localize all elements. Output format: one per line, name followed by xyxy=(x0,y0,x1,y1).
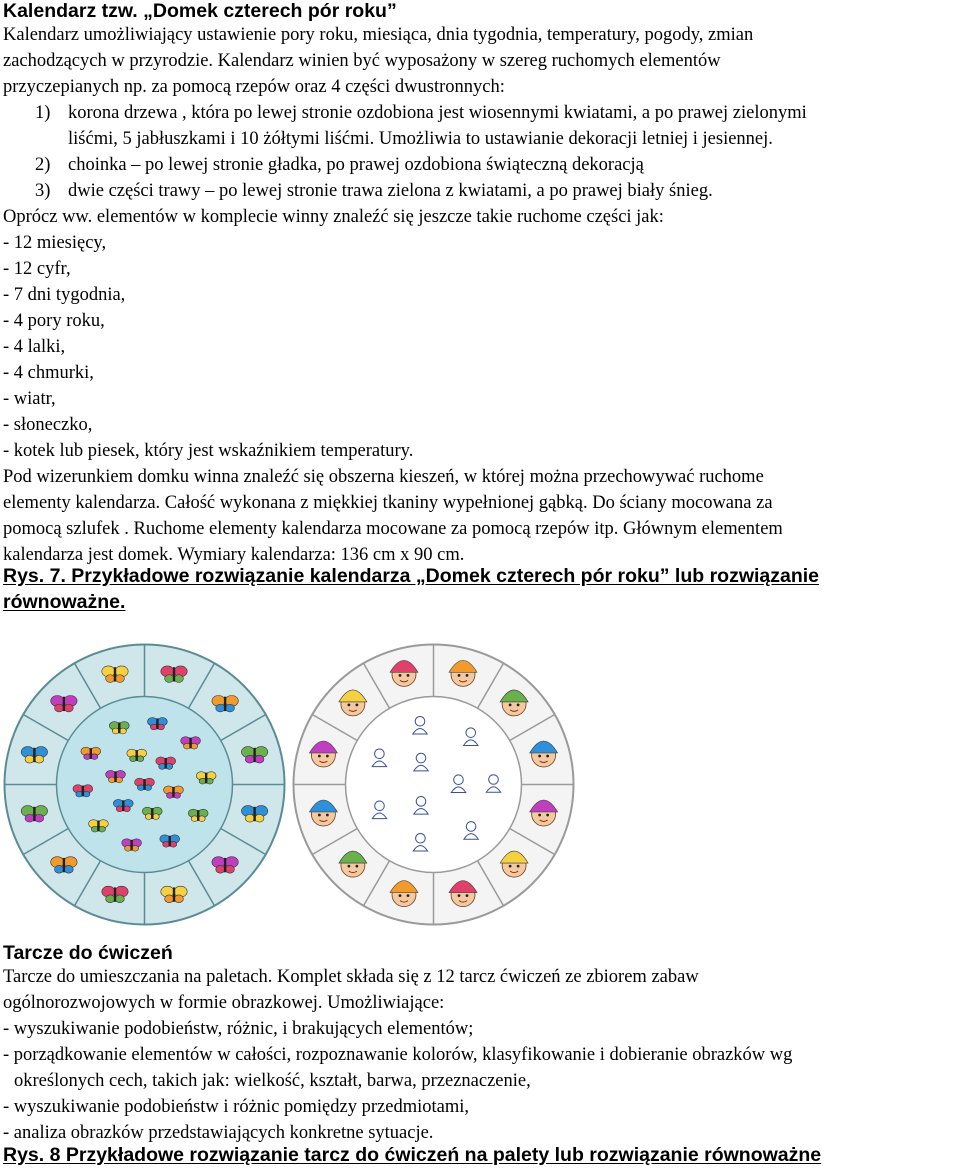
eye xyxy=(538,755,541,758)
butterfly-icon xyxy=(181,737,201,749)
butterfly-icon xyxy=(212,857,238,873)
butterfly-icon xyxy=(21,747,47,763)
eye xyxy=(458,894,461,897)
disks-line-6: - wyszukiwanie podobieństw i różnic pomiędzy przedmiotami, xyxy=(3,1097,469,1117)
body xyxy=(33,807,35,821)
body xyxy=(253,807,255,821)
wing xyxy=(145,785,152,791)
eye xyxy=(355,865,358,868)
wing xyxy=(123,806,130,812)
butterfly-icon xyxy=(122,839,142,851)
wing xyxy=(150,724,157,730)
body xyxy=(172,787,174,798)
extras-intro: Oprócz ww. elementów w komplecie winny znaleźć się jeszcze takie ruchome części jak: xyxy=(3,207,664,227)
wing xyxy=(199,778,206,784)
butterfly-icon xyxy=(161,886,187,902)
eye xyxy=(347,703,350,706)
wing xyxy=(206,778,213,784)
wing xyxy=(55,865,64,873)
body xyxy=(33,748,35,762)
wing xyxy=(145,814,152,820)
wing xyxy=(119,728,126,734)
wing xyxy=(99,826,106,832)
wing xyxy=(163,841,170,847)
butterfly-icon xyxy=(89,820,109,832)
butterfly-icon xyxy=(188,809,208,821)
body xyxy=(224,858,226,872)
body xyxy=(197,810,199,821)
butterfly-disk-image xyxy=(2,642,287,927)
extras-item: - kotek lub piesek, który jest wskaźnikiem temperatury. xyxy=(3,441,414,461)
disks-line-2: ogólnorozwojowych w formie obrazkowej. Umożliwiające: xyxy=(3,993,445,1013)
extras-item: - 12 cyfr, xyxy=(3,259,71,279)
butterfly-icon xyxy=(160,835,180,847)
wing xyxy=(64,704,73,712)
wing xyxy=(25,755,34,763)
intro-line-3: przyczepianych np. za pomocą rzepów oraz 4 części dwustronnych: xyxy=(3,77,505,97)
butterfly-icon xyxy=(142,807,162,819)
butterfly-icon xyxy=(212,695,238,711)
wing xyxy=(55,704,64,712)
body xyxy=(82,786,84,797)
faces-disk-image xyxy=(291,642,576,927)
body xyxy=(90,748,92,759)
wing xyxy=(137,756,144,762)
butterfly-icon xyxy=(127,749,147,761)
eye xyxy=(407,894,410,897)
wing xyxy=(245,814,254,822)
wing xyxy=(245,755,254,763)
closing-line-3: pomocą szlufek . Ruchome elementy kalendarza mocowane za pomocą rzepów itp. Głównym elementem xyxy=(3,519,783,539)
list-item-2-line-1: choinka – po lewej stronie gładka, po prawej ozdobiona świąteczną dekoracją xyxy=(68,155,644,175)
list-number-2: 2) xyxy=(35,155,51,175)
butterfly-icon xyxy=(156,757,176,769)
intro-line-1: Kalendarz umożliwiający ustawienie pory roku, miesiąca, dnia tygodnia, temperatury, pogody, zmian xyxy=(3,25,754,45)
butterfly-icon xyxy=(135,778,155,790)
wing xyxy=(170,841,177,847)
eye xyxy=(538,814,541,817)
wing xyxy=(130,756,137,762)
eye xyxy=(546,814,549,817)
disks-line-4: - porządkowanie elementów w całości, rozpoznawanie kolorów, klasyfikowanie i dobieranie obrazków wg xyxy=(3,1045,793,1065)
butterfly-icon xyxy=(241,806,267,822)
wing xyxy=(25,814,34,822)
wing xyxy=(137,785,144,791)
wing xyxy=(132,845,139,851)
eye xyxy=(466,674,469,677)
eye xyxy=(466,894,469,897)
body xyxy=(189,738,191,749)
extras-item: - 12 miesięcy, xyxy=(3,233,107,253)
figure-7-caption-line-1: Rys. 7. Przykładowe rozwiązanie kalendarza „Domek czterech pór roku” lub rozwiązanie xyxy=(3,565,820,587)
wing xyxy=(115,675,124,683)
extras-item: - 4 lalki, xyxy=(3,337,66,357)
figure-7-caption-line-2: równoważne. xyxy=(3,591,126,613)
disks-line-1: Tarcze do umieszczania na paletach. Komplet składa się z 12 tarcz ćwiczeń ze zbiorem zabaw xyxy=(3,967,699,987)
wing xyxy=(109,777,116,783)
wing xyxy=(165,675,174,683)
closing-line-4: kalendarza jest domek. Wymiary kalendarza: 136 cm x 90 cm. xyxy=(3,545,465,565)
wing xyxy=(174,895,183,903)
wing xyxy=(191,816,198,822)
wing xyxy=(35,814,44,822)
wing xyxy=(35,755,44,763)
butterfly-icon xyxy=(109,722,129,734)
extras-item: - 7 dni tygodnia, xyxy=(3,285,126,305)
wing xyxy=(174,793,181,799)
eye xyxy=(509,703,512,706)
list-item-1-line-1: korona drzewa , która po lewej stronie ozdobiona jest wiosennymi kwiatami, a po prawej zielonymi xyxy=(68,103,807,123)
body xyxy=(173,667,175,681)
wing xyxy=(198,816,205,822)
wing xyxy=(116,806,123,812)
butterfly-icon xyxy=(21,806,47,822)
body xyxy=(130,840,132,851)
butterfly-icon xyxy=(164,786,184,798)
closing-line-1: Pod wizerunkiem domku winna znaleźć się obszerna kieszeń, w której można przechowywać ruchome xyxy=(3,467,764,487)
body xyxy=(224,697,226,711)
eye xyxy=(355,703,358,706)
list-item-1-line-2: liśćmi, 5 jabłuszkami i 10 żółtymi liśćmi. Umożliwia to ustawianie dekoracji letniej i jesiennej. xyxy=(68,129,773,149)
eye xyxy=(326,755,329,758)
disks-line-5: określonych cech, takich jak: wielkość, kształt, barwa, przeznaczenie, xyxy=(14,1071,531,1091)
body xyxy=(97,821,99,832)
butterfly-icon xyxy=(73,785,93,797)
wing xyxy=(91,754,98,760)
body xyxy=(169,836,171,847)
wing xyxy=(84,754,91,760)
eye xyxy=(546,755,549,758)
wing xyxy=(174,675,183,683)
wing xyxy=(115,895,124,903)
wing xyxy=(125,845,132,851)
body xyxy=(173,887,175,901)
disks-line-7: - analiza obrazków przedstawiających konkretne sytuacje. xyxy=(3,1123,434,1143)
wing xyxy=(83,791,90,797)
eye xyxy=(399,894,402,897)
section-heading-exercise-disks: Tarcze do ćwiczeń xyxy=(3,942,173,964)
eye xyxy=(347,865,350,868)
eye xyxy=(326,814,329,817)
body xyxy=(118,722,120,733)
body xyxy=(114,667,116,681)
butterfly-icon xyxy=(241,747,267,763)
eye xyxy=(318,755,321,758)
eye xyxy=(517,703,520,706)
wing xyxy=(225,865,234,873)
wing xyxy=(225,704,234,712)
body xyxy=(253,748,255,762)
wing xyxy=(191,743,198,749)
wing xyxy=(166,764,173,770)
eye xyxy=(407,674,410,677)
eye xyxy=(517,865,520,868)
eye xyxy=(399,674,402,677)
butterfly-icon xyxy=(113,799,133,811)
section-heading-calendar: Kalendarz tzw. „Domek czterech pór roku” xyxy=(3,0,397,22)
wing xyxy=(106,675,115,683)
extras-item: - słoneczko, xyxy=(3,415,93,435)
wing xyxy=(165,895,174,903)
closing-line-2: elementy kalendarza. Całość wykonana z miękkiej tkaniny wypełnionej gąbką. Do ściany mocowana za xyxy=(3,493,773,513)
body xyxy=(63,858,65,872)
body xyxy=(114,771,116,782)
body xyxy=(205,773,207,784)
body xyxy=(114,887,116,901)
wing xyxy=(116,777,123,783)
wing xyxy=(255,814,264,822)
list-number-1: 1) xyxy=(35,103,51,123)
extras-item: - wiatr, xyxy=(3,389,56,409)
wing xyxy=(166,793,173,799)
wing xyxy=(106,895,115,903)
extras-item: - 4 pory roku, xyxy=(3,311,105,331)
wing xyxy=(91,826,98,832)
body xyxy=(156,718,158,729)
wing xyxy=(159,764,166,770)
wing xyxy=(216,865,225,873)
disks-line-3: - wyszukiwanie podobieństw, różnic, i brakujących elementów; xyxy=(3,1019,474,1039)
figure-8-caption: Rys. 8 Przykładowe rozwiązanie tarcz do ćwiczeń na palety lub rozwiązanie równoważne xyxy=(3,1144,822,1166)
intro-line-2: zachodzących w przyrodzie. Kalendarz winien być wyposażony w szereg ruchomych elementów xyxy=(3,51,721,71)
butterfly-icon xyxy=(102,666,128,682)
butterfly-icon xyxy=(196,772,216,784)
list-number-3: 3) xyxy=(35,181,51,201)
wing xyxy=(152,814,159,820)
body xyxy=(151,808,153,819)
wing xyxy=(76,791,83,797)
wing xyxy=(64,865,73,873)
body xyxy=(143,779,145,790)
wing xyxy=(184,743,191,749)
body xyxy=(136,750,138,761)
butterfly-icon xyxy=(147,718,167,730)
wing xyxy=(158,724,165,730)
extras-item: - 4 chmurki, xyxy=(3,363,94,383)
butterfly-icon xyxy=(161,666,187,682)
wing xyxy=(112,728,119,734)
butterfly-icon xyxy=(102,886,128,902)
butterfly-icon xyxy=(81,747,101,759)
butterfly-icon xyxy=(51,695,77,711)
body xyxy=(63,697,65,711)
wing xyxy=(255,755,264,763)
eye xyxy=(458,674,461,677)
butterfly-icon xyxy=(106,770,126,782)
butterfly-icon xyxy=(51,857,77,873)
eye xyxy=(509,865,512,868)
wing xyxy=(216,704,225,712)
body xyxy=(165,758,167,769)
eye xyxy=(318,814,321,817)
list-item-3-line-1: dwie części trawy – po lewej stronie trawa zielona z kwiatami, a po prawej biały śnieg. xyxy=(68,181,713,201)
body xyxy=(122,800,124,811)
